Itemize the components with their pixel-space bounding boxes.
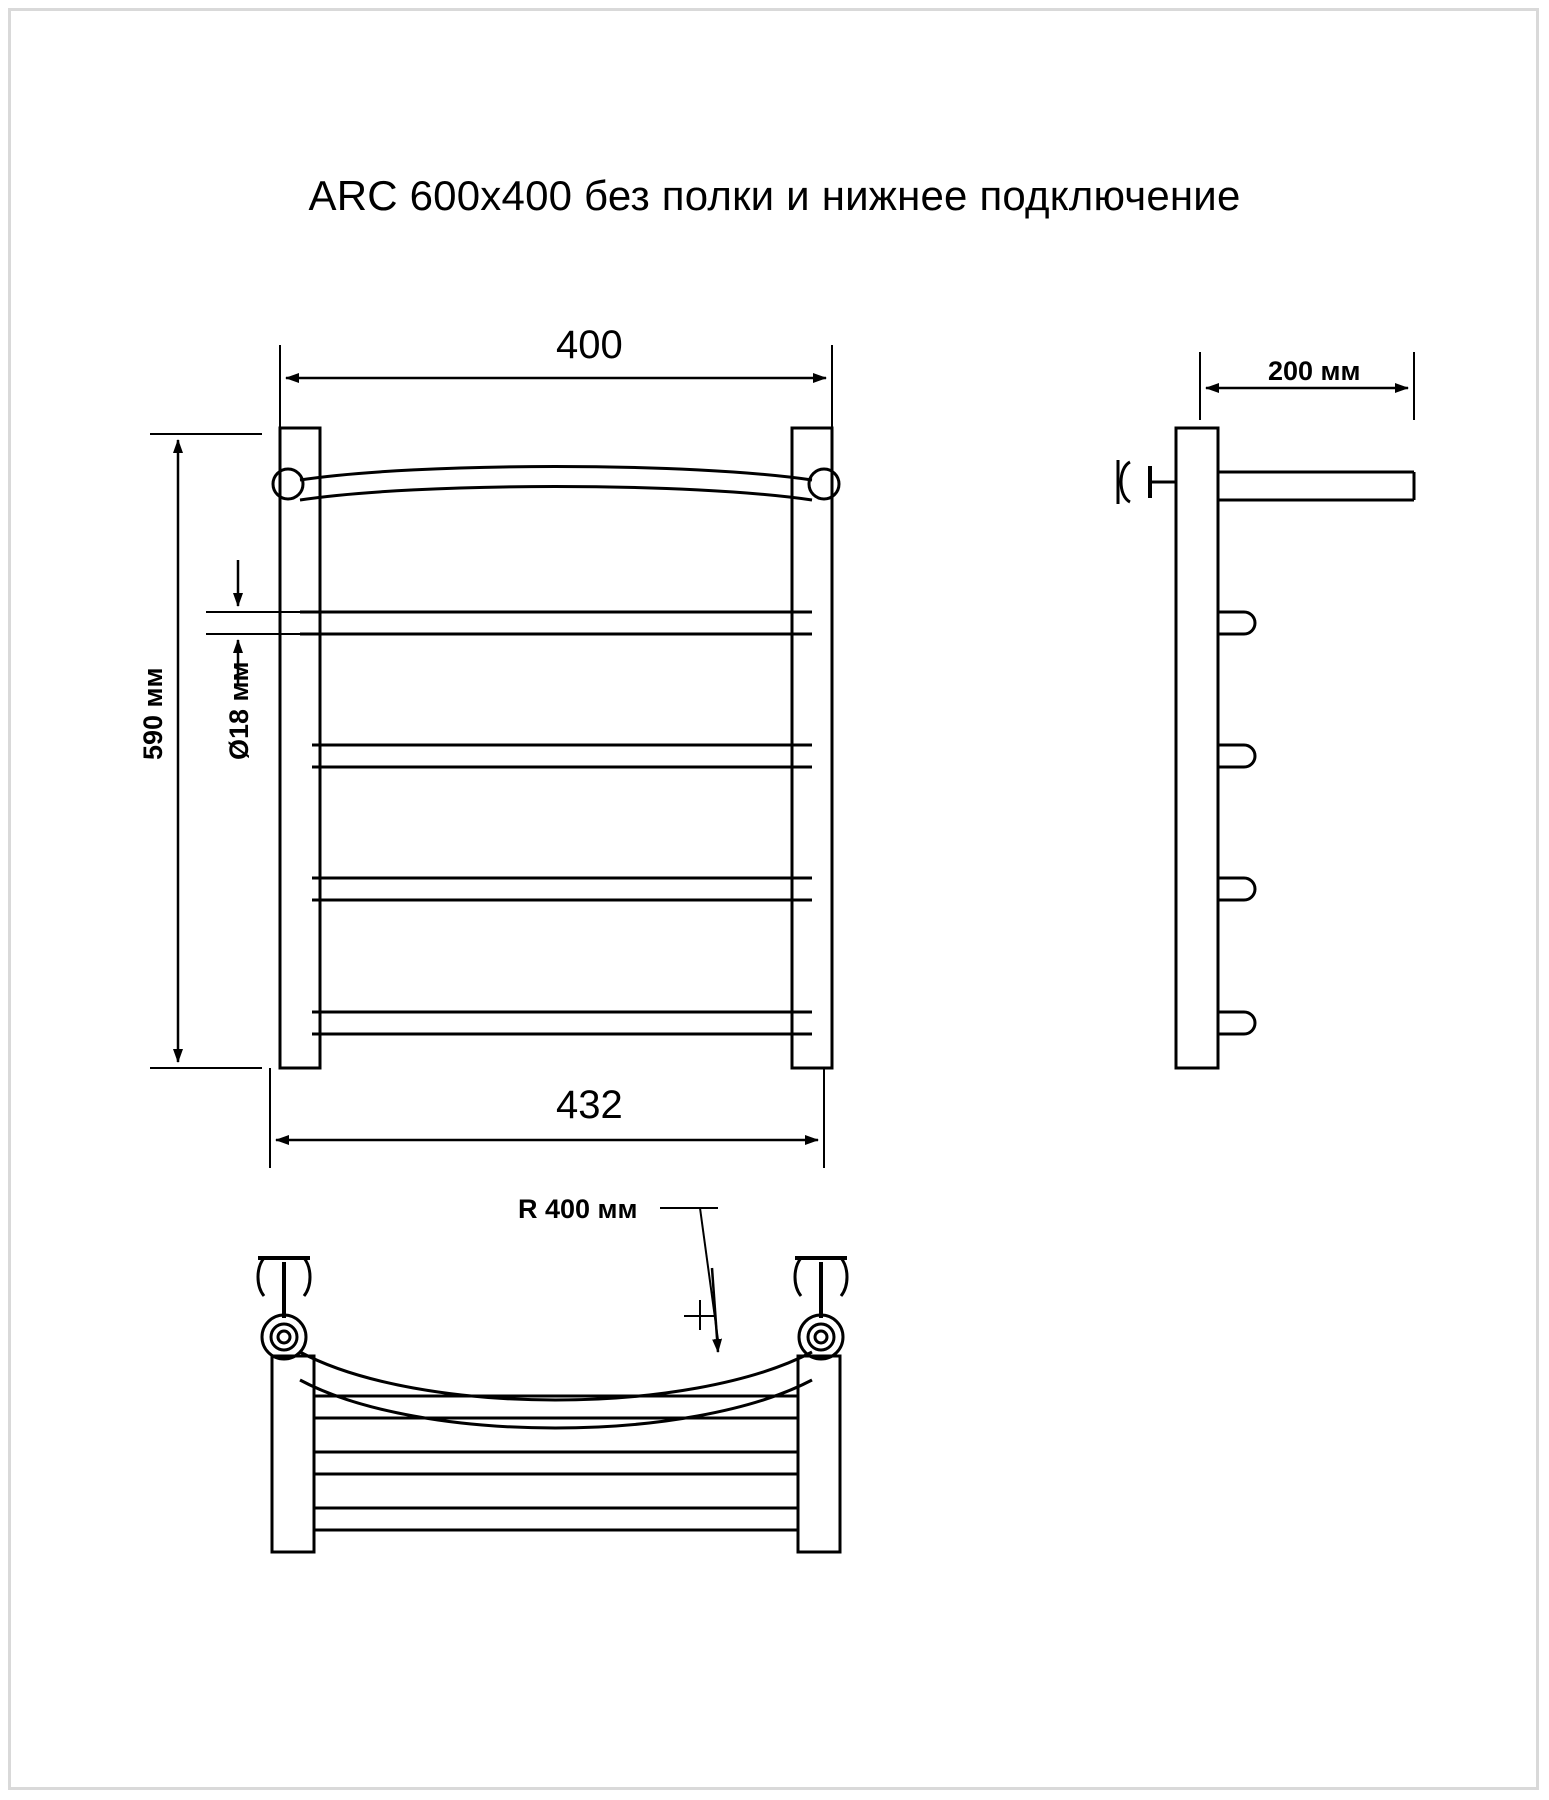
dim-radius-leader — [660, 1208, 718, 1352]
dim-width-bottom — [270, 1068, 824, 1168]
label-tube-diameter: Ø18 мм — [224, 661, 254, 760]
top-view-group — [258, 1208, 847, 1552]
page-title: ARC 600x400 без полки и нижнее подключение — [308, 172, 1241, 219]
top-left-bracket — [258, 1258, 310, 1359]
label-width-bottom: 432 — [556, 1083, 623, 1127]
label-depth: 200 мм — [1268, 356, 1361, 386]
top-right-bracket — [795, 1258, 847, 1359]
side-view-group — [1118, 352, 1414, 1068]
label-height-left: 590 мм — [138, 667, 168, 760]
label-width-top: 400 — [556, 323, 623, 367]
label-radius: R 400 мм — [518, 1194, 638, 1224]
